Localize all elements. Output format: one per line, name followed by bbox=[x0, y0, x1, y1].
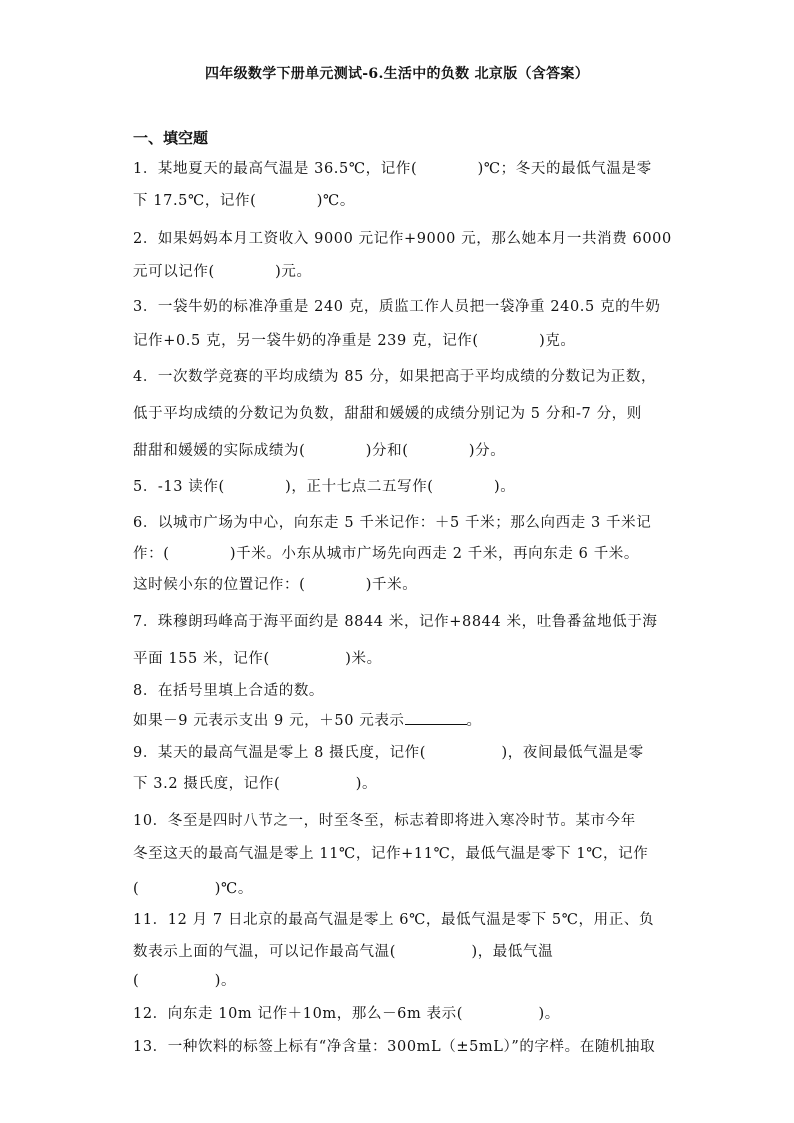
question-6-line-3: 这时候小东的位置记作：( )千米。 bbox=[133, 577, 418, 593]
question-1-line-2: 下 17.5℃，记作( )℃。 bbox=[133, 193, 355, 209]
question-2-line-1: 2．如果妈妈本月工资收入 9000 元记作+9000 元，那么她本月一共消费 6000 bbox=[133, 231, 672, 247]
question-7-line-1: 7．珠穆朗玛峰高于海平面约是 8844 米，记作+8844 米，吐鲁番盆地低于海 bbox=[133, 614, 658, 630]
answer-blank-underline bbox=[405, 710, 467, 725]
question-6-line-1: 6．以城市广场为中心，向东走 5 千米记作：＋5 千米；那么向西走 3 千米记 bbox=[133, 515, 652, 531]
question-5-line-1: 5．-13 读作( )，正十七点二五写作( )。 bbox=[133, 479, 516, 495]
question-2-line-2: 元可以记作( )元。 bbox=[133, 264, 312, 280]
question-10-line-2: 冬至这天的最高气温是零上 11℃，记作+11℃，最低气温是零下 1℃，记作 bbox=[133, 846, 649, 862]
question-1-line-1: 1．某地夏天的最高气温是 36.5℃，记作( )℃；冬天的最低气温是零 bbox=[133, 161, 652, 177]
question-4-line-2: 低于平均成绩的分数记为负数，甜甜和媛媛的成绩分别记为 5 分和-7 分，则 bbox=[133, 406, 642, 422]
question-12-line-1: 12．向东走 10m 记作＋10m，那么－6m 表示( )。 bbox=[133, 1006, 560, 1022]
question-9-line-1: 9．某天的最高气温是零上 8 摄氏度，记作( )，夜间最低气温是零 bbox=[133, 745, 644, 761]
question-8-period: 。 bbox=[466, 713, 482, 729]
question-3-line-2: 记作+0.5 克，另一袋牛奶的净重是 239 克，记作( )克。 bbox=[133, 333, 576, 349]
question-6-line-2: 作：( )千米。小东从城市广场先向西走 2 千米，再向东走 6 千米。 bbox=[133, 546, 639, 562]
question-3-line-1: 3．一袋牛奶的标准净重是 240 克，质监工作人员把一袋净重 240.5 克的牛奶 bbox=[133, 299, 661, 315]
question-7-line-2: 平面 155 米，记作( )米。 bbox=[133, 651, 382, 667]
question-9-line-2: 下 3.2 摄氏度，记作( )。 bbox=[133, 776, 378, 792]
question-10-line-1: 10．冬至是四时八节之一，时至冬至，标志着即将进入寒冷时节。某市今年 bbox=[133, 813, 636, 829]
question-4-line-1: 4．一次数学竞赛的平均成绩为 85 分，如果把高于平均成绩的分数记为正数， bbox=[133, 369, 657, 385]
question-4-line-3: 甜甜和媛媛的实际成绩为( )分和( )分。 bbox=[133, 443, 506, 459]
question-11-line-3: ( )。 bbox=[133, 973, 237, 989]
question-8-line-1: 8．在括号里填上合适的数。 bbox=[133, 683, 325, 699]
question-13-line-1: 13．一种饮料的标签上标有“净含量：300mL（±5mL）”的字样。在随机抽取 bbox=[133, 1039, 656, 1055]
question-8-line-2 bbox=[133, 710, 482, 732]
document-title: 四年级数学下册单元测试-6.生活中的负数 北京版（含答案） bbox=[205, 66, 589, 82]
question-10-line-3: ( )℃。 bbox=[133, 881, 253, 897]
question-11-line-2: 数表示上面的气温，可以记作最高气温( )，最低气温 bbox=[133, 944, 554, 960]
question-8-prompt: 如果－9 元表示支出 9 元，＋50 元表示 bbox=[133, 713, 405, 729]
question-11-line-1: 11．12 月 7 日北京的最高气温是零上 6℃，最低气温是零下 5℃，用正、负 bbox=[133, 912, 655, 928]
section-heading-fill-in-blanks: 一、填空题 bbox=[133, 129, 209, 147]
